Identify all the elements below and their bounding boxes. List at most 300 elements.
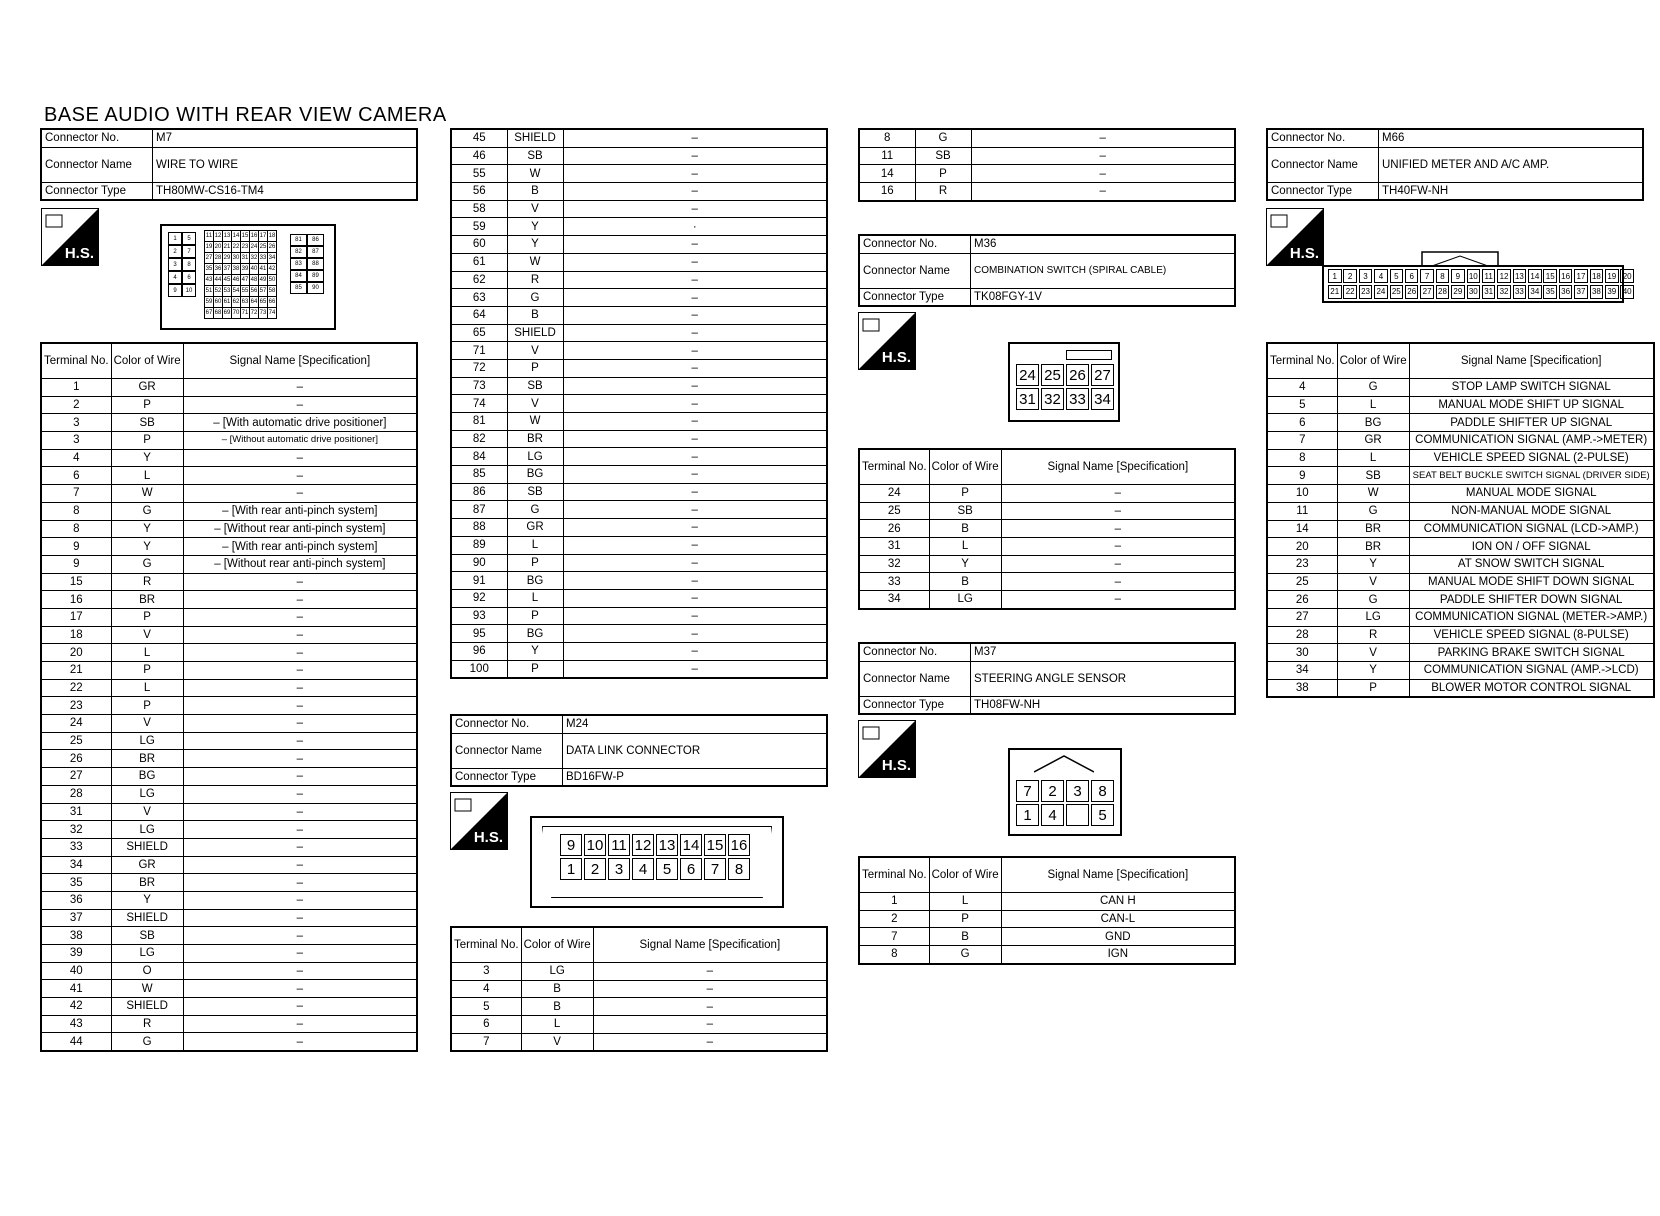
table-row — [1267, 573, 1654, 591]
wire-color-cell: Y — [507, 642, 563, 660]
signal-name-cell: – — [563, 129, 827, 147]
table-row — [859, 893, 1235, 911]
connector-pin: 73 — [258, 307, 268, 319]
connector-no-value: M36 — [971, 235, 1236, 253]
m24-info-block — [450, 714, 828, 787]
terminal-no-cell: 84 — [451, 448, 507, 466]
signal-name-cell: NON-MANUAL MODE SIGNAL — [1409, 502, 1654, 520]
table-row — [451, 448, 827, 466]
connector-pin: 26 — [1066, 364, 1089, 386]
m7-info-table — [40, 128, 418, 201]
terminal-no-cell: 74 — [451, 395, 507, 413]
signal-name-cell: – — [183, 874, 417, 892]
connector-pin: 38 — [1590, 285, 1604, 299]
signal-name-cell: – — [563, 147, 827, 165]
table-row — [41, 396, 417, 414]
signal-header: Signal Name [Specification] — [183, 343, 417, 379]
connector-pin: 90 — [307, 282, 324, 294]
connector-pin: 14 — [680, 834, 702, 856]
signal-name-cell: – — [593, 963, 827, 981]
wire-color-cell: R — [111, 1015, 183, 1033]
connector-type-label: Connector Type — [859, 696, 971, 714]
signal-name-cell: VEHICLE SPEED SIGNAL (2-PULSE) — [1409, 449, 1654, 467]
connector-pin: 2 — [584, 858, 606, 880]
connector-pin: 28 — [213, 252, 223, 264]
wire-color-cell: B — [929, 928, 1001, 946]
wire-color-cell: BR — [111, 591, 183, 609]
terminal-no-cell: 6 — [1267, 414, 1337, 432]
signal-name-cell: – — [563, 519, 827, 537]
m66-terminal-table — [1266, 342, 1655, 698]
table-row — [41, 803, 417, 821]
wire-color-cell: G — [507, 289, 563, 307]
m66-info-block — [1266, 128, 1644, 201]
signal-header: Signal Name [Specification] — [1409, 343, 1654, 379]
connector-no-label: Connector No. — [859, 643, 971, 661]
connector-pin: 54 — [231, 285, 241, 297]
connector-pin: 4 — [1374, 269, 1388, 283]
table-row — [451, 271, 827, 289]
wire-color-cell: Y — [111, 891, 183, 909]
connector-name-value: DATA LINK CONNECTOR — [563, 733, 828, 768]
table-row — [41, 591, 417, 609]
signal-name-cell: – — [971, 165, 1235, 183]
table-row — [451, 395, 827, 413]
terminal-no-cell: 34 — [859, 591, 929, 609]
table-row — [1267, 662, 1654, 680]
connector-pin: 7 — [182, 245, 196, 258]
signal-header: Signal Name [Specification] — [1001, 449, 1235, 485]
color-header: Color of Wire — [929, 449, 1001, 485]
wire-color-cell: P — [111, 662, 183, 680]
signal-name-cell: PARKING BRAKE SWITCH SIGNAL — [1409, 644, 1654, 662]
wire-color-cell: L — [111, 467, 183, 485]
pin-row — [1328, 269, 1636, 283]
connector-pin: 2 — [168, 245, 182, 258]
connector-pin: 37 — [222, 263, 232, 275]
wire-color-cell: P — [1337, 679, 1409, 697]
connector-pin: 27 — [1091, 364, 1114, 386]
table-row — [41, 608, 417, 626]
terminal-no-cell: 93 — [451, 607, 507, 625]
signal-name-cell: – — [593, 980, 827, 998]
connector-pin: 84 — [290, 270, 307, 282]
wire-color-cell: B — [521, 998, 593, 1016]
signal-name-cell: – — [971, 147, 1235, 165]
signal-name-cell: COMMUNICATION SIGNAL (AMP.->LCD) — [1409, 662, 1654, 680]
table-row — [451, 483, 827, 501]
signal-name-cell: – — [593, 998, 827, 1016]
signal-name-cell: – — [183, 591, 417, 609]
terminal-no-cell: 2 — [859, 910, 929, 928]
terminal-no-cell: 71 — [451, 342, 507, 360]
terminal-no-cell: 26 — [859, 520, 929, 538]
signal-name-cell: – — [563, 306, 827, 324]
terminal-no-cell: 58 — [451, 200, 507, 218]
terminal-no-cell: 95 — [451, 625, 507, 643]
signal-name-cell: – — [563, 536, 827, 554]
signal-name-cell: – — [563, 236, 827, 254]
connector-pin: 65 — [258, 296, 268, 308]
signal-name-cell: – — [183, 467, 417, 485]
wire-color-cell: SB — [111, 927, 183, 945]
terminal-no-cell: 46 — [451, 147, 507, 165]
pin-row — [1016, 804, 1116, 826]
connector-pin: 88 — [307, 258, 324, 270]
table-row — [41, 785, 417, 803]
connector-pin: 8 — [1091, 780, 1114, 802]
terminal-no-cell: 8 — [41, 502, 111, 520]
connector-pin: 6 — [680, 858, 702, 880]
connector-pin: 6 — [182, 271, 196, 284]
table-row — [41, 1015, 417, 1033]
terminal-no-cell: 55 — [451, 165, 507, 183]
terminal-no-cell: 14 — [859, 165, 915, 183]
terminal-no-cell: 42 — [41, 998, 111, 1016]
table-row — [1267, 644, 1654, 662]
wire-color-cell: P — [507, 660, 563, 678]
terminal-no-cell: 61 — [451, 253, 507, 271]
terminal-no-cell: 35 — [41, 874, 111, 892]
m66-terminal-table-block — [1266, 342, 1650, 698]
table-row — [41, 538, 417, 556]
terminal-no-cell: 63 — [451, 289, 507, 307]
connector-pin: 8 — [728, 858, 750, 880]
connector-pin: 3 — [1359, 269, 1373, 283]
m24-info-table — [450, 714, 828, 787]
connector-pin: 35 — [1543, 285, 1557, 299]
signal-name-cell: – — [1001, 538, 1235, 556]
table-row — [859, 573, 1235, 591]
hs-label: H.S. — [881, 349, 911, 366]
connector-pin: 1 — [560, 858, 582, 880]
wire-color-cell: SB — [507, 377, 563, 395]
color-header: Color of Wire — [111, 343, 183, 379]
table-row — [41, 414, 417, 432]
signal-name-cell: – — [1001, 591, 1235, 609]
connector-pin: 69 — [222, 307, 232, 319]
signal-name-cell: COMMUNICATION SIGNAL (METER->AMP.) — [1409, 608, 1654, 626]
connector-name-value: COMBINATION SWITCH (SPIRAL CABLE) — [971, 253, 1236, 288]
terminal-no-cell: 4 — [41, 449, 111, 467]
connector-pin: 70 — [231, 307, 241, 319]
connector-pin: 9 — [560, 834, 582, 856]
signal-name-cell: · — [563, 218, 827, 236]
signal-name-cell: – — [563, 165, 827, 183]
m36-terminal-table-block — [858, 448, 1236, 610]
table-row — [451, 963, 827, 981]
connector-pin: 11 — [608, 834, 630, 856]
terminal-no-cell: 62 — [451, 271, 507, 289]
signal-name-cell: – — [183, 785, 417, 803]
table-row — [451, 306, 827, 324]
connector-pin: 3 — [1066, 780, 1089, 802]
signal-name-cell: AT SNOW SWITCH SIGNAL — [1409, 555, 1654, 573]
table-row — [451, 998, 827, 1016]
connector-type-value: TH40FW-NH — [1379, 182, 1644, 200]
terminal-no-cell: 59 — [451, 218, 507, 236]
wire-color-cell: SB — [915, 147, 971, 165]
table-row — [451, 660, 827, 678]
wire-color-cell: LG — [507, 448, 563, 466]
terminal-no-cell: 28 — [41, 785, 111, 803]
terminal-no-cell: 7 — [859, 928, 929, 946]
wire-color-cell: G — [1337, 379, 1409, 397]
wire-color-cell: G — [1337, 502, 1409, 520]
terminal-no-cell: 26 — [1267, 591, 1337, 609]
connector-name-label: Connector Name — [1267, 147, 1379, 182]
wire-color-cell: SHIELD — [507, 324, 563, 342]
signal-name-cell: – — [183, 644, 417, 662]
terminal-no-cell: 7 — [1267, 432, 1337, 450]
connector-pin: 42 — [267, 263, 277, 275]
connector-pin: 55 — [240, 285, 250, 297]
wire-color-cell: SHIELD — [507, 129, 563, 147]
m36-info-table — [858, 234, 1236, 307]
wire-color-cell: P — [929, 485, 1001, 503]
table-row — [451, 342, 827, 360]
table-row — [41, 838, 417, 856]
wire-color-cell: Y — [111, 538, 183, 556]
signal-header: Signal Name [Specification] — [593, 927, 827, 963]
connector-type-value: BD16FW-P — [563, 768, 828, 786]
wire-color-cell: R — [507, 271, 563, 289]
pin-row — [1016, 388, 1116, 410]
connector-pin: 11 — [1482, 269, 1496, 283]
table-row — [859, 928, 1235, 946]
m36-connector-face — [1008, 342, 1120, 422]
connector-pin: 16 — [249, 230, 259, 242]
signal-name-cell: – — [563, 342, 827, 360]
signal-name-cell: – — [563, 395, 827, 413]
wire-color-cell: L — [111, 679, 183, 697]
signal-name-cell: – — [1001, 520, 1235, 538]
signal-name-cell: PADDLE SHIFTER DOWN SIGNAL — [1409, 591, 1654, 609]
terminal-no-header: Terminal No. — [451, 927, 521, 963]
signal-name-cell: – — [183, 573, 417, 591]
terminal-no-header: Terminal No. — [859, 857, 929, 893]
signal-name-cell: – — [183, 1015, 417, 1033]
terminal-no-cell: 85 — [451, 466, 507, 484]
m36-pin-grid — [1016, 364, 1116, 412]
wire-color-cell: G — [1337, 591, 1409, 609]
terminal-no-cell: 8 — [859, 946, 929, 964]
terminal-no-cell: 37 — [41, 909, 111, 927]
signal-name-cell: – — [183, 732, 417, 750]
connector-pin: 25 — [258, 241, 268, 253]
connector-pin: 53 — [222, 285, 232, 297]
signal-name-cell: – [Without rear anti-pinch system] — [183, 520, 417, 538]
signal-name-cell: ION ON / OFF SIGNAL — [1409, 538, 1654, 556]
wire-color-cell: BG — [1337, 414, 1409, 432]
terminal-no-cell: 21 — [41, 662, 111, 680]
connector-pin: 33 — [1513, 285, 1527, 299]
table-row — [41, 945, 417, 963]
signal-name-cell: MANUAL MODE SHIFT UP SIGNAL — [1409, 396, 1654, 414]
m24-continued-table — [858, 128, 1236, 202]
connector-pin: 40 — [1620, 285, 1634, 299]
wire-color-cell: B — [507, 183, 563, 201]
connector-pin: 19 — [204, 241, 214, 253]
connector-pin: 38 — [231, 263, 241, 275]
wire-color-cell: O — [111, 962, 183, 980]
connector-pin: 35 — [204, 263, 214, 275]
table-row — [1267, 502, 1654, 520]
terminal-no-cell: 24 — [41, 715, 111, 733]
wire-color-cell: G — [111, 502, 183, 520]
wire-color-cell: LG — [111, 785, 183, 803]
wire-color-cell: P — [507, 554, 563, 572]
connector-pin: 27 — [1420, 285, 1434, 299]
connector-pin: 4 — [168, 271, 182, 284]
signal-name-cell: – — [563, 271, 827, 289]
wire-color-cell: Y — [1337, 662, 1409, 680]
wire-color-cell: BR — [1337, 520, 1409, 538]
connector-pin: 85 — [290, 282, 307, 294]
terminal-no-cell: 3 — [41, 432, 111, 450]
signal-name-cell: – — [183, 1033, 417, 1051]
signal-name-cell: – [Without automatic drive positioner] — [183, 432, 417, 450]
wire-color-cell: P — [929, 910, 1001, 928]
signal-name-cell: – — [183, 945, 417, 963]
terminal-no-header: Terminal No. — [41, 343, 111, 379]
m36-latch — [1066, 350, 1112, 360]
table-row — [41, 697, 417, 715]
connector-pin: 17 — [258, 230, 268, 242]
connector-type-value: TK08FGY-1V — [971, 288, 1236, 306]
connector-name-label: Connector Name — [859, 661, 971, 696]
signal-name-cell: – — [183, 396, 417, 414]
connector-pin: 18 — [267, 230, 277, 242]
connector-pin: 12 — [213, 230, 223, 242]
terminal-no-cell: 92 — [451, 589, 507, 607]
wire-color-cell: SHIELD — [111, 998, 183, 1016]
terminal-no-cell: 27 — [1267, 608, 1337, 626]
table-row — [41, 644, 417, 662]
wire-color-cell: BG — [507, 466, 563, 484]
connector-pin: 5 — [656, 858, 678, 880]
table-row — [41, 662, 417, 680]
terminal-no-cell: 9 — [41, 538, 111, 556]
signal-name-cell: PADDLE SHIFTER UP SIGNAL — [1409, 414, 1654, 432]
connector-pin — [1066, 804, 1089, 826]
table-row — [451, 430, 827, 448]
connector-pin: 3 — [168, 258, 182, 271]
signal-name-cell: – — [563, 253, 827, 271]
connector-pin: 51 — [204, 285, 214, 297]
terminal-no-cell: 17 — [41, 608, 111, 626]
table-row — [41, 715, 417, 733]
wire-color-cell: L — [1337, 396, 1409, 414]
signal-name-cell: – — [183, 697, 417, 715]
signal-name-cell: – — [183, 608, 417, 626]
connector-pin: 23 — [240, 241, 250, 253]
signal-name-cell: – — [183, 750, 417, 768]
hs-label: H.S. — [64, 245, 94, 262]
connector-pin: 31 — [1016, 388, 1039, 410]
table-row — [1267, 555, 1654, 573]
table-row — [451, 236, 827, 254]
table-row — [451, 980, 827, 998]
connector-pin: 21 — [222, 241, 232, 253]
table-row — [1267, 679, 1654, 697]
connector-pin: 48 — [249, 274, 259, 286]
table-row — [451, 129, 827, 147]
terminal-no-header: Terminal No. — [1267, 343, 1337, 379]
connector-pin: 32 — [249, 252, 259, 264]
connector-pin: 5 — [1091, 804, 1114, 826]
hs-icon — [450, 792, 508, 850]
signal-name-cell: STOP LAMP SWITCH SIGNAL — [1409, 379, 1654, 397]
terminal-no-cell: 33 — [859, 573, 929, 591]
signal-name-cell: – — [183, 715, 417, 733]
m37-pin-grid — [1016, 780, 1116, 828]
terminal-no-cell: 44 — [41, 1033, 111, 1051]
connector-pin: 6 — [1405, 269, 1419, 283]
signal-name-cell: – — [563, 607, 827, 625]
connector-name-label: Connector Name — [859, 253, 971, 288]
terminal-no-cell: 82 — [451, 430, 507, 448]
connector-pin: 31 — [240, 252, 250, 264]
m7-terminal-table-block — [40, 342, 418, 1052]
terminal-no-cell: 9 — [41, 555, 111, 573]
connector-pin: 39 — [240, 263, 250, 275]
table-row — [859, 555, 1235, 573]
table-row — [1267, 414, 1654, 432]
connector-pin: 10 — [584, 834, 606, 856]
connector-pin: 71 — [240, 307, 250, 319]
connector-pin: 18 — [1590, 269, 1604, 283]
m66-connector-shell — [1322, 265, 1632, 303]
wire-color-cell: W — [111, 980, 183, 998]
signal-name-cell: – — [183, 485, 417, 503]
table-row — [1267, 608, 1654, 626]
m66-connector-face — [1322, 250, 1632, 302]
m24-continued-block — [858, 128, 1236, 202]
connector-pin: 10 — [1467, 269, 1481, 283]
hs-label: H.S. — [881, 757, 911, 774]
connector-pin: 36 — [213, 263, 223, 275]
connector-name-label: Connector Name — [451, 733, 563, 768]
wire-color-cell: G — [111, 555, 183, 573]
wire-color-cell: R — [1337, 626, 1409, 644]
table-row — [1267, 626, 1654, 644]
signal-name-cell: – — [183, 821, 417, 839]
connector-no-value: M7 — [153, 129, 418, 147]
m36-info-block — [858, 234, 1236, 307]
connector-pin: 30 — [231, 252, 241, 264]
connector-no-value: M37 — [971, 643, 1236, 661]
terminal-no-cell: 88 — [451, 519, 507, 537]
signal-name-cell: – — [1001, 502, 1235, 520]
terminal-no-cell: 20 — [1267, 538, 1337, 556]
wire-color-cell: P — [111, 396, 183, 414]
wire-color-cell: V — [111, 715, 183, 733]
m24-connector-face — [530, 816, 784, 908]
wire-color-cell: Y — [1337, 555, 1409, 573]
terminal-no-cell: 86 — [451, 483, 507, 501]
terminal-no-cell: 15 — [41, 573, 111, 591]
table-row — [1267, 538, 1654, 556]
table-row — [41, 679, 417, 697]
terminal-no-cell: 39 — [41, 945, 111, 963]
table-row — [41, 998, 417, 1016]
signal-name-cell: – — [563, 289, 827, 307]
hs-label: H.S. — [1289, 245, 1319, 262]
connector-pin: 1 — [1328, 269, 1342, 283]
wire-color-cell: LG — [929, 591, 1001, 609]
connector-pin: 32 — [1041, 388, 1064, 410]
